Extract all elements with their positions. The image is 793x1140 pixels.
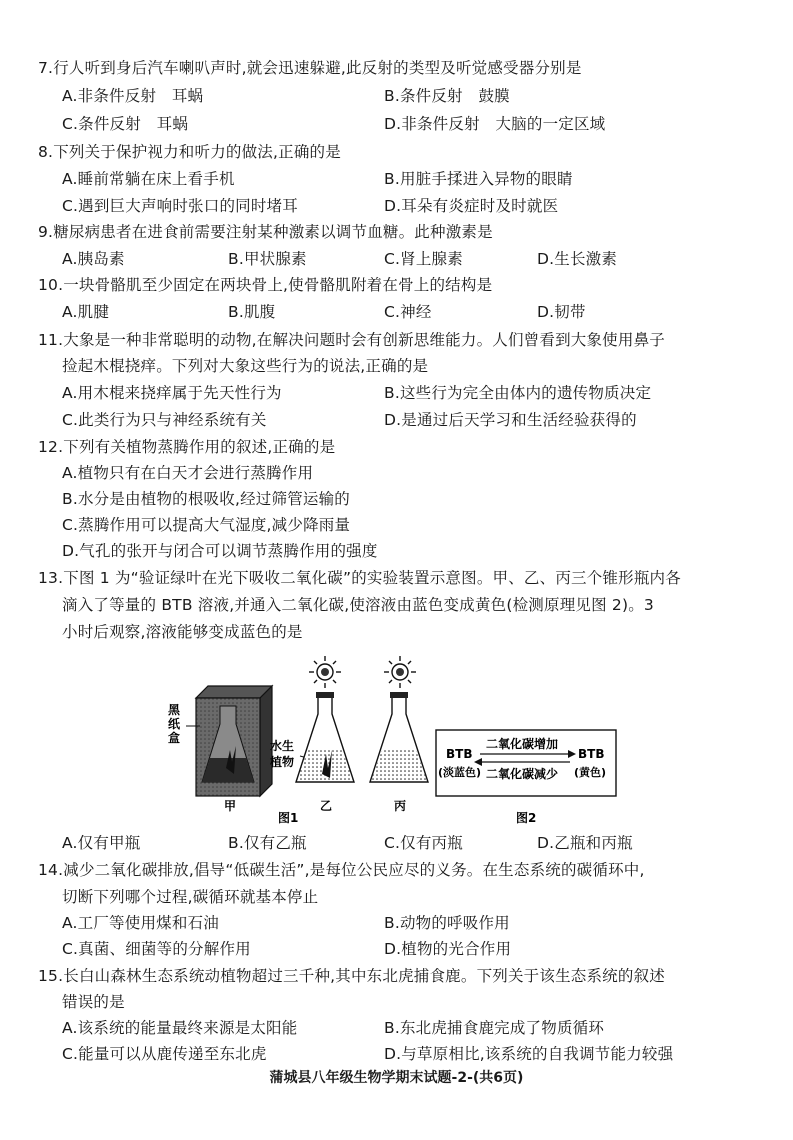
- box-label-1: 黑: [168, 703, 181, 717]
- question-13-stem-line-1: 13.下图 1 为“验证绿叶在光下吸收二氧化碳”的实验装置示意图。甲、乙、丙三个锥形瓶内各: [38, 569, 681, 587]
- question-13-option-b: B.仅有乙瓶: [228, 834, 307, 852]
- question-12-option-b: B.水分是由植物的根吸收,经过筛管运输的: [62, 490, 350, 508]
- btb-right-color: (黄色): [574, 766, 607, 779]
- question-15-option-b: B.东北虎捕食鹿完成了物质循环: [384, 1019, 605, 1037]
- question-8-option-b: B.用脏手揉进入异物的眼睛: [384, 170, 573, 188]
- question-7-option-a: A.非条件反射 耳蜗: [62, 87, 204, 105]
- plant-label-2: 植物: [270, 755, 295, 769]
- question-8-option-d: D.耳朵有炎症时及时就医: [384, 197, 559, 215]
- btb-left-label: BTB: [446, 747, 473, 761]
- flask-jia-label: 甲: [224, 799, 237, 813]
- question-7-option-c: C.条件反射 耳蜗: [62, 115, 189, 133]
- question-14-option-c: C.真菌、细菌等的分解作用: [62, 940, 251, 958]
- question-11-option-b: B.这些行为完全由体内的遗传物质决定: [384, 384, 652, 402]
- question-12-stem: 12.下列有关植物蒸腾作用的叙述,正确的是: [38, 438, 336, 456]
- question-15-stem-line-1: 15.长白山森林生态系统动植物超过三千种,其中东北虎捕食鹿。下列关于该生态系统的叙述: [38, 967, 665, 985]
- question-7-option-b: B.条件反射 鼓膜: [384, 87, 510, 105]
- question-9-stem: 9.糖尿病患者在进食前需要注射某种激素以调节血糖。此种激素是: [38, 223, 493, 241]
- question-11-option-d: D.是通过后天学习和生活经验获得的: [384, 411, 637, 429]
- plant-label-1: 水生: [270, 739, 295, 753]
- question-8-option-c: C.遇到巨大声响时张口的同时堵耳: [62, 197, 298, 215]
- question-14-option-a: A.工厂等使用煤和石油: [62, 914, 219, 932]
- question-10-option-a: A.肌腱: [62, 303, 110, 321]
- question-15-stem-line-2: 错误的是: [62, 993, 125, 1011]
- question-13-stem-line-3: 小时后观察,溶液能够变成蓝色的是: [62, 623, 303, 641]
- btb-left-color: (淡蓝色): [438, 766, 482, 779]
- sun-icon: [309, 656, 341, 688]
- question-10-stem: 10.一块骨骼肌至少固定在两块骨上,使骨骼肌附着在骨上的结构是: [38, 276, 493, 294]
- btb-right-label: BTB: [578, 747, 605, 761]
- question-9-option-d: D.生长激素: [537, 250, 618, 268]
- question-8-option-a: A.睡前常躺在床上看手机: [62, 170, 235, 188]
- arrow-bottom-label: 二氧化碳减少: [486, 767, 559, 781]
- question-13-stem-line-2: 滴入了等量的 BTB 溶液,并通入二氧化碳,使溶液由蓝色变成黄色(检测原理见图 2)。3: [62, 596, 654, 614]
- question-11-stem-line-1: 11.大象是一种非常聪明的动物,在解决问题时会有创新思维能力。人们曾看到大象使用鼻子: [38, 331, 665, 349]
- sun-icon: [384, 656, 416, 688]
- page-footer: 蒲城县八年级生物学期末试题-2-(共6页): [269, 1070, 524, 1086]
- question-10-option-c: C.神经: [384, 303, 432, 321]
- question-13-option-d: D.乙瓶和丙瓶: [537, 834, 633, 852]
- question-14-option-b: B.动物的呼吸作用: [384, 914, 510, 932]
- flask-yi-label: 乙: [320, 799, 333, 813]
- question-13-option-a: A.仅有甲瓶: [62, 834, 141, 852]
- figure-2-caption: 图2: [516, 811, 537, 825]
- question-15-option-a: A.该系统的能量最终来源是太阳能: [62, 1019, 298, 1037]
- box-label-3: 盒: [168, 731, 181, 745]
- question-14-stem-line-2: 切断下列哪个过程,碳循环就基本停止: [62, 888, 319, 906]
- question-12-option-a: A.植物只有在白天才会进行蒸腾作用: [62, 464, 314, 482]
- question-14-option-d: D.植物的光合作用: [384, 940, 512, 958]
- question-11-stem-line-2: 捡起木棍挠痒。下列对大象这些行为的说法,正确的是: [62, 357, 429, 375]
- question-15-option-d: D.与草原相比,该系统的自我调节能力较强: [384, 1045, 674, 1063]
- experiment-figure: [160, 650, 620, 830]
- figure-2-box: [436, 730, 616, 796]
- question-9-option-a: A.胰岛素: [62, 250, 125, 268]
- flask-bing: [370, 692, 428, 782]
- box-label-2: 纸: [168, 717, 181, 731]
- flask-yi: [296, 692, 354, 782]
- flask-bing-label: 丙: [394, 799, 407, 813]
- question-10-option-b: B.肌腹: [228, 303, 276, 321]
- question-12-option-c: C.蒸腾作用可以提高大气湿度,减少降雨量: [62, 516, 351, 534]
- question-13-option-c: C.仅有丙瓶: [384, 834, 463, 852]
- question-11-option-c: C.此类行为只与神经系统有关: [62, 411, 267, 429]
- question-11-option-a: A.用木棍来挠痒属于先天性行为: [62, 384, 282, 402]
- question-10-option-d: D.韧带: [537, 303, 586, 321]
- question-9-option-c: C.肾上腺素: [384, 250, 463, 268]
- question-12-option-d: D.气孔的张开与闭合可以调节蒸腾作用的强度: [62, 542, 378, 560]
- question-7-option-d: D.非条件反射 大脑的一定区域: [384, 115, 606, 133]
- question-9-option-b: B.甲状腺素: [228, 250, 307, 268]
- question-14-stem-line-1: 14.减少二氧化碳排放,倡导“低碳生活”,是每位公民应尽的义务。在生态系统的碳循环中,: [38, 861, 645, 879]
- arrow-top-label: 二氧化碳增加: [486, 737, 559, 751]
- figure-1-caption: 图1: [278, 811, 299, 825]
- question-7-stem: 7.行人听到身后汽车喇叭声时,就会迅速躲避,此反射的类型及听觉感受器分别是: [38, 59, 582, 77]
- black-paper-box: [196, 686, 272, 796]
- question-8-stem: 8.下列关于保护视力和听力的做法,正确的是: [38, 143, 341, 161]
- question-15-option-c: C.能量可以从鹿传递至东北虎: [62, 1045, 267, 1063]
